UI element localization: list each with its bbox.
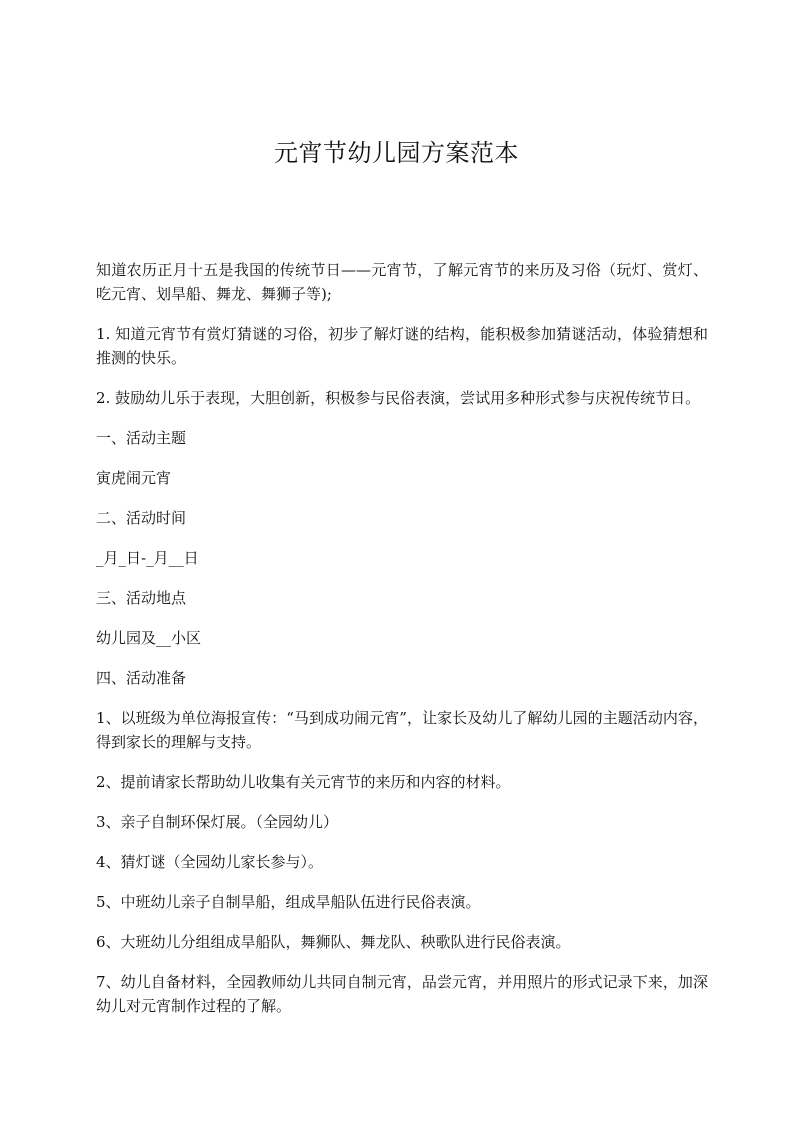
theme-text: 寅虎闹元宵 — [96, 469, 172, 487]
preparation-item-3: 3、亲子自制环保灯展。（全园幼儿） — [96, 813, 339, 831]
preparation-item-1: 1、以班级为单位海报宣传：“马到成功闹元宵”，让家长及幼儿了解幼儿园的主题活动内容，得到家长的理解与支持。 — [96, 709, 708, 751]
goal-paragraph-2: 2. 鼓励幼儿乐于表现，大胆创新，积极参与民俗表演，尝试用多种形式参与庆祝传统节日。 — [96, 389, 701, 407]
goal-paragraph-1: 1. 知道元宵节有赏灯猜谜的习俗，初步了解灯谜的结构，能积极参加猜谜活动，体验猜想和推测的快乐。 — [96, 325, 708, 367]
section-heading-preparation: 四、活动准备 — [96, 669, 187, 687]
preparation-item-5: 5、中班幼儿亲子自制旱船，组成旱船队伍进行民俗表演。 — [96, 893, 481, 911]
preparation-item-2: 2、提前请家长帮助幼儿收集有关元宵节的来历和内容的材料。 — [96, 773, 511, 791]
section-heading-time: 二、活动时间 — [96, 509, 187, 527]
preparation-item-4: 4、猜灯谜（全园幼儿家长参与）。 — [96, 853, 324, 871]
time-text: _月_日-_月__日 — [96, 549, 199, 567]
document-title: 元宵节幼儿园方案范本 — [274, 139, 519, 167]
preparation-item-6: 6、大班幼儿分组组成旱船队，舞狮队、舞龙队、秧歌队进行民俗表演。 — [96, 933, 571, 951]
intro-paragraph: 知道农历正月十五是我国的传统节日——元宵节，了解元宵节的来历及习俗（玩灯、赏灯、吃元宵、划旱船、舞龙、舞狮子等); — [96, 261, 708, 303]
document-body — [96, 258, 708, 1034]
section-heading-location: 三、活动地点 — [96, 589, 187, 607]
section-heading-theme: 一、活动主题 — [96, 429, 187, 447]
location-text: 幼儿园及__小区 — [96, 629, 202, 647]
preparation-item-7: 7、幼儿自备材料，全园教师幼儿共同自制元宵，品尝元宵，并用照片的形式记录下来，加深幼儿对元宵制作过程的了解。 — [96, 973, 708, 1015]
